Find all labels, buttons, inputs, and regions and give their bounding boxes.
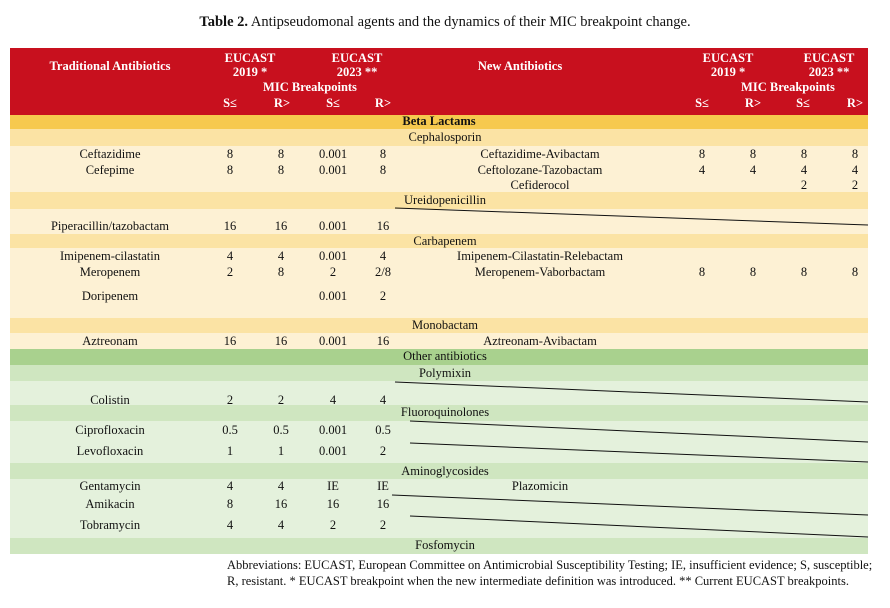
section-carbapenem: Carbapenem — [413, 234, 477, 248]
row-trad-s-2023: 2 — [329, 518, 337, 532]
header-r-2019-left: R> — [273, 96, 291, 110]
row-trad-r-2023: 4 — [379, 249, 387, 263]
row-trad-s-2023: 0.001 — [318, 444, 348, 458]
row-trad-s-2019: 16 — [223, 334, 237, 348]
header-new: New Antibiotics — [477, 59, 563, 73]
row-trad-r-2019: 4 — [277, 518, 285, 532]
row-new-r-2023: 8 — [851, 265, 859, 279]
header-r-2019-right: R> — [744, 96, 762, 110]
row-trad-s-2023: 0.001 — [318, 289, 348, 303]
row-trad-s-2019: 4 — [226, 518, 234, 532]
row-traditional-name: Tobramycin — [79, 518, 141, 532]
row-trad-r-2023: 8 — [379, 147, 387, 161]
row-trad-r-2019: 16 — [274, 219, 288, 233]
section-aminoglycosides: Aminoglycosides — [401, 464, 489, 478]
row-trad-r-2019: 16 — [274, 497, 288, 511]
caption-label: Table 2. — [199, 14, 249, 30]
row-trad-r-2023: 2 — [379, 289, 387, 303]
row-traditional-name: Amikacin — [85, 497, 135, 511]
row-new-r-2019: 4 — [749, 163, 757, 177]
row-trad-s-2019: 16 — [223, 219, 237, 233]
row-trad-s-2019: 8 — [226, 147, 234, 161]
section-polymixin: Polymixin — [418, 366, 472, 380]
row-new-r-2023: 8 — [851, 147, 859, 161]
row-trad-s-2019: 1 — [226, 444, 234, 458]
header-eucast-2019-right: EUCAST — [702, 51, 754, 65]
header-s-2023-left: S≤ — [326, 96, 340, 110]
section-monobactam: Monobactam — [412, 318, 478, 332]
header-s-2019-left: S≤ — [223, 96, 237, 110]
row-trad-r-2023: 16 — [376, 334, 390, 348]
section-beta-lactams: Beta Lactams — [402, 114, 476, 128]
row-traditional-name: Imipenem-cilastatin — [60, 249, 160, 263]
row-trad-r-2019: 8 — [277, 163, 285, 177]
row-new-s-2023: 2 — [800, 178, 808, 192]
row-trad-s-2019: 2 — [226, 393, 234, 407]
caption-text: Antipseudomonal agents and the dynamics of their MIC breakpoint change. — [248, 14, 691, 30]
row-new-r-2023: 2 — [851, 178, 859, 192]
row-traditional-name: Ceftazidime — [79, 147, 141, 161]
section-ureidopenicillin: Ureidopenicillin — [404, 193, 486, 207]
header-mic-left: MIC Breakpoints — [263, 80, 357, 94]
row-new-name: Ceftolozane-Tazobactam — [477, 163, 603, 177]
row-traditional-name: Meropenem — [79, 265, 141, 279]
row-traditional-name: Levofloxacin — [76, 444, 144, 458]
row-new-name: Plazomicin — [511, 479, 569, 493]
header-year-2023-left: 2023 ** — [336, 65, 378, 79]
row-trad-s-2019: 2 — [226, 265, 234, 279]
row-trad-r-2023: 4 — [379, 393, 387, 407]
row-new-name: Ceftazidime-Avibactam — [480, 147, 600, 161]
row-new-name: Aztreonam-Avibactam — [483, 334, 597, 348]
header-year-2019-right: 2019 * — [710, 65, 746, 79]
row-trad-r-2019: 1 — [277, 444, 285, 458]
row-new-s-2019: 8 — [698, 265, 706, 279]
row-trad-s-2023: 16 — [326, 497, 340, 511]
section-fluoroquinolones: Fluoroquinolones — [400, 405, 490, 419]
row-trad-r-2023: 0.5 — [375, 423, 391, 437]
row-trad-r-2019: 4 — [277, 249, 285, 263]
row-trad-s-2019: 0.5 — [222, 423, 238, 437]
row-trad-r-2019: 8 — [277, 265, 285, 279]
section-cephalosporin: Cephalosporin — [408, 130, 482, 144]
row-trad-s-2023: 0.001 — [318, 147, 348, 161]
section-fosfomycin: Fosfomycin — [415, 538, 475, 552]
row-trad-r-2023: 16 — [376, 219, 390, 233]
header-s-2019-right: S≤ — [695, 96, 709, 110]
row-trad-r-2019: 8 — [277, 147, 285, 161]
row-trad-r-2023: 8 — [379, 163, 387, 177]
row-new-name: Meropenem-Vaborbactam — [474, 265, 606, 279]
row-trad-r-2019: 2 — [277, 393, 285, 407]
header-traditional: Traditional Antibiotics — [49, 59, 171, 73]
row-traditional-name: Aztreonam — [82, 334, 138, 348]
header-eucast-2019-left: EUCAST — [224, 51, 276, 65]
row-trad-s-2023: IE — [327, 479, 339, 493]
row-trad-r-2023: 16 — [376, 497, 390, 511]
header-eucast-2023-left: EUCAST — [331, 51, 383, 65]
row-new-s-2019: 4 — [698, 163, 706, 177]
row-traditional-name: Doripenem — [81, 289, 139, 303]
section-other-antibiotics: Other antibiotics — [403, 349, 487, 363]
header-r-2023-right: R> — [846, 96, 864, 110]
row-trad-s-2019: 8 — [226, 497, 234, 511]
row-traditional-name: Cefepime — [85, 163, 135, 177]
table-footnote: Abbreviations: EUCAST, European Committee on Antimicrobial Susceptibility Testing; IE, insufficient evidence; S, susceptible; R, resistant. * EUCAST breakpoint when the new intermediate definition was introduced. ** Current EUCAST breakpoints. — [227, 558, 873, 588]
row-trad-s-2023: 2 — [329, 265, 337, 279]
row-new-r-2019: 8 — [749, 147, 757, 161]
row-traditional-name: Ciprofloxacin — [75, 423, 145, 437]
row-trad-r-2023: 2 — [379, 444, 387, 458]
header-s-2023-right: S≤ — [796, 96, 810, 110]
row-new-s-2023: 8 — [800, 147, 808, 161]
row-trad-s-2023: 0.001 — [318, 219, 348, 233]
row-new-s-2023: 4 — [800, 163, 808, 177]
row-trad-s-2019: 4 — [226, 479, 234, 493]
row-new-r-2019: 8 — [749, 265, 757, 279]
row-new-s-2023: 8 — [800, 265, 808, 279]
row-trad-r-2023: IE — [377, 479, 389, 493]
row-trad-r-2019: 4 — [277, 479, 285, 493]
row-trad-r-2019: 16 — [274, 334, 288, 348]
row-trad-s-2023: 0.001 — [318, 423, 348, 437]
header-r-2023-left: R> — [374, 96, 392, 110]
header-mic-right: MIC Breakpoints — [741, 80, 835, 94]
row-traditional-name: Colistin — [90, 393, 130, 407]
row-new-s-2019: 8 — [698, 147, 706, 161]
header-year-2023-right: 2023 ** — [808, 65, 850, 79]
row-trad-r-2019: 0.5 — [273, 423, 289, 437]
header-year-2019-left: 2019 * — [232, 65, 268, 79]
row-traditional-name: Gentamycin — [79, 479, 141, 493]
row-trad-s-2023: 0.001 — [318, 249, 348, 263]
row-trad-s-2023: 0.001 — [318, 163, 348, 177]
row-traditional-name: Piperacillin/tazobactam — [50, 219, 169, 233]
header-eucast-2023-right: EUCAST — [803, 51, 855, 65]
row-trad-r-2023: 2 — [379, 518, 387, 532]
row-trad-s-2019: 8 — [226, 163, 234, 177]
row-trad-s-2023: 0.001 — [318, 334, 348, 348]
row-trad-s-2019: 4 — [226, 249, 234, 263]
row-new-name: Cefiderocol — [510, 178, 570, 192]
row-trad-s-2023: 4 — [329, 393, 337, 407]
row-trad-r-2023: 2/8 — [375, 265, 391, 279]
row-new-r-2023: 4 — [851, 163, 859, 177]
row-new-name: Imipenem-Cilastatin-Relebactam — [457, 249, 623, 263]
